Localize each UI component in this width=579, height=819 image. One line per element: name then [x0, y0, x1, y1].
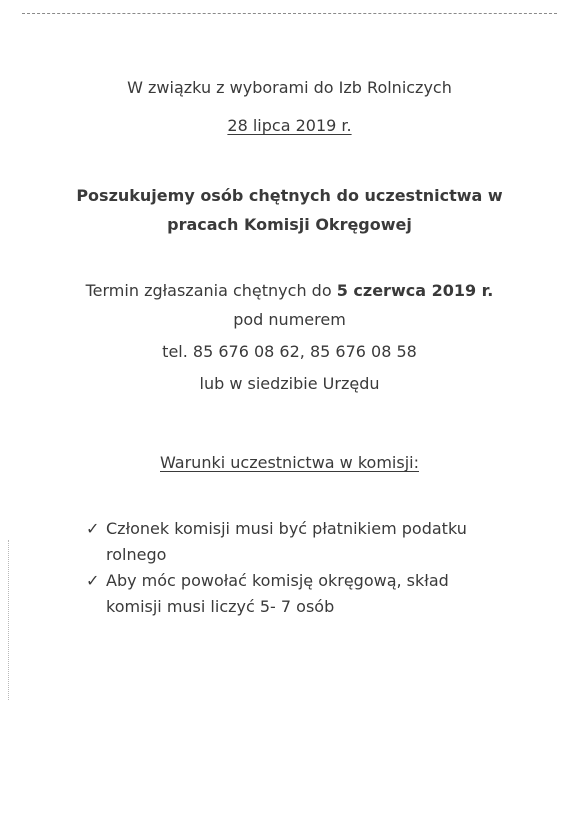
- condition-2-line-2: komisji musi liczyć 5- 7 osób: [106, 597, 335, 616]
- scan-margin-line: [8, 540, 9, 700]
- office-line: lub w siedzibie Urzędu: [199, 374, 380, 393]
- condition-1-line-1: Członek komisji musi być płatnikiem podatku: [106, 519, 467, 538]
- condition-item-1: [86, 516, 546, 568]
- deadline-line: [0, 281, 579, 301]
- condition-2-line-1: Aby móc powołać komisję okręgową, skład: [106, 571, 449, 590]
- checkmark-icon: ✓: [86, 519, 100, 538]
- intro-text: W związku z wyborami do Izb Rolniczych: [127, 78, 452, 97]
- election-date: 28 lipca 2019 r.: [227, 116, 352, 135]
- contact-line: pod numerem: [233, 310, 346, 329]
- top-dashed-rule: [22, 13, 557, 14]
- conditions-list: [86, 516, 546, 620]
- heading-line-2: pracach Komisji Okręgowej: [167, 215, 412, 234]
- conditions-title: Warunki uczestnictwa w komisji:: [160, 453, 419, 472]
- deadline-date: 5 czerwca 2019 r.: [336, 281, 494, 300]
- checkmark-icon: ✓: [86, 571, 100, 590]
- condition-item-2: [86, 568, 546, 620]
- phone-numbers: tel. 85 676 08 62, 85 676 08 58: [162, 342, 417, 361]
- deadline-prefix: Termin zgłaszania chętnych do: [85, 281, 337, 300]
- heading-line-1: Poszukujemy osób chętnych do uczestnictwa w: [76, 186, 503, 205]
- condition-1-line-2: rolnego: [106, 545, 167, 564]
